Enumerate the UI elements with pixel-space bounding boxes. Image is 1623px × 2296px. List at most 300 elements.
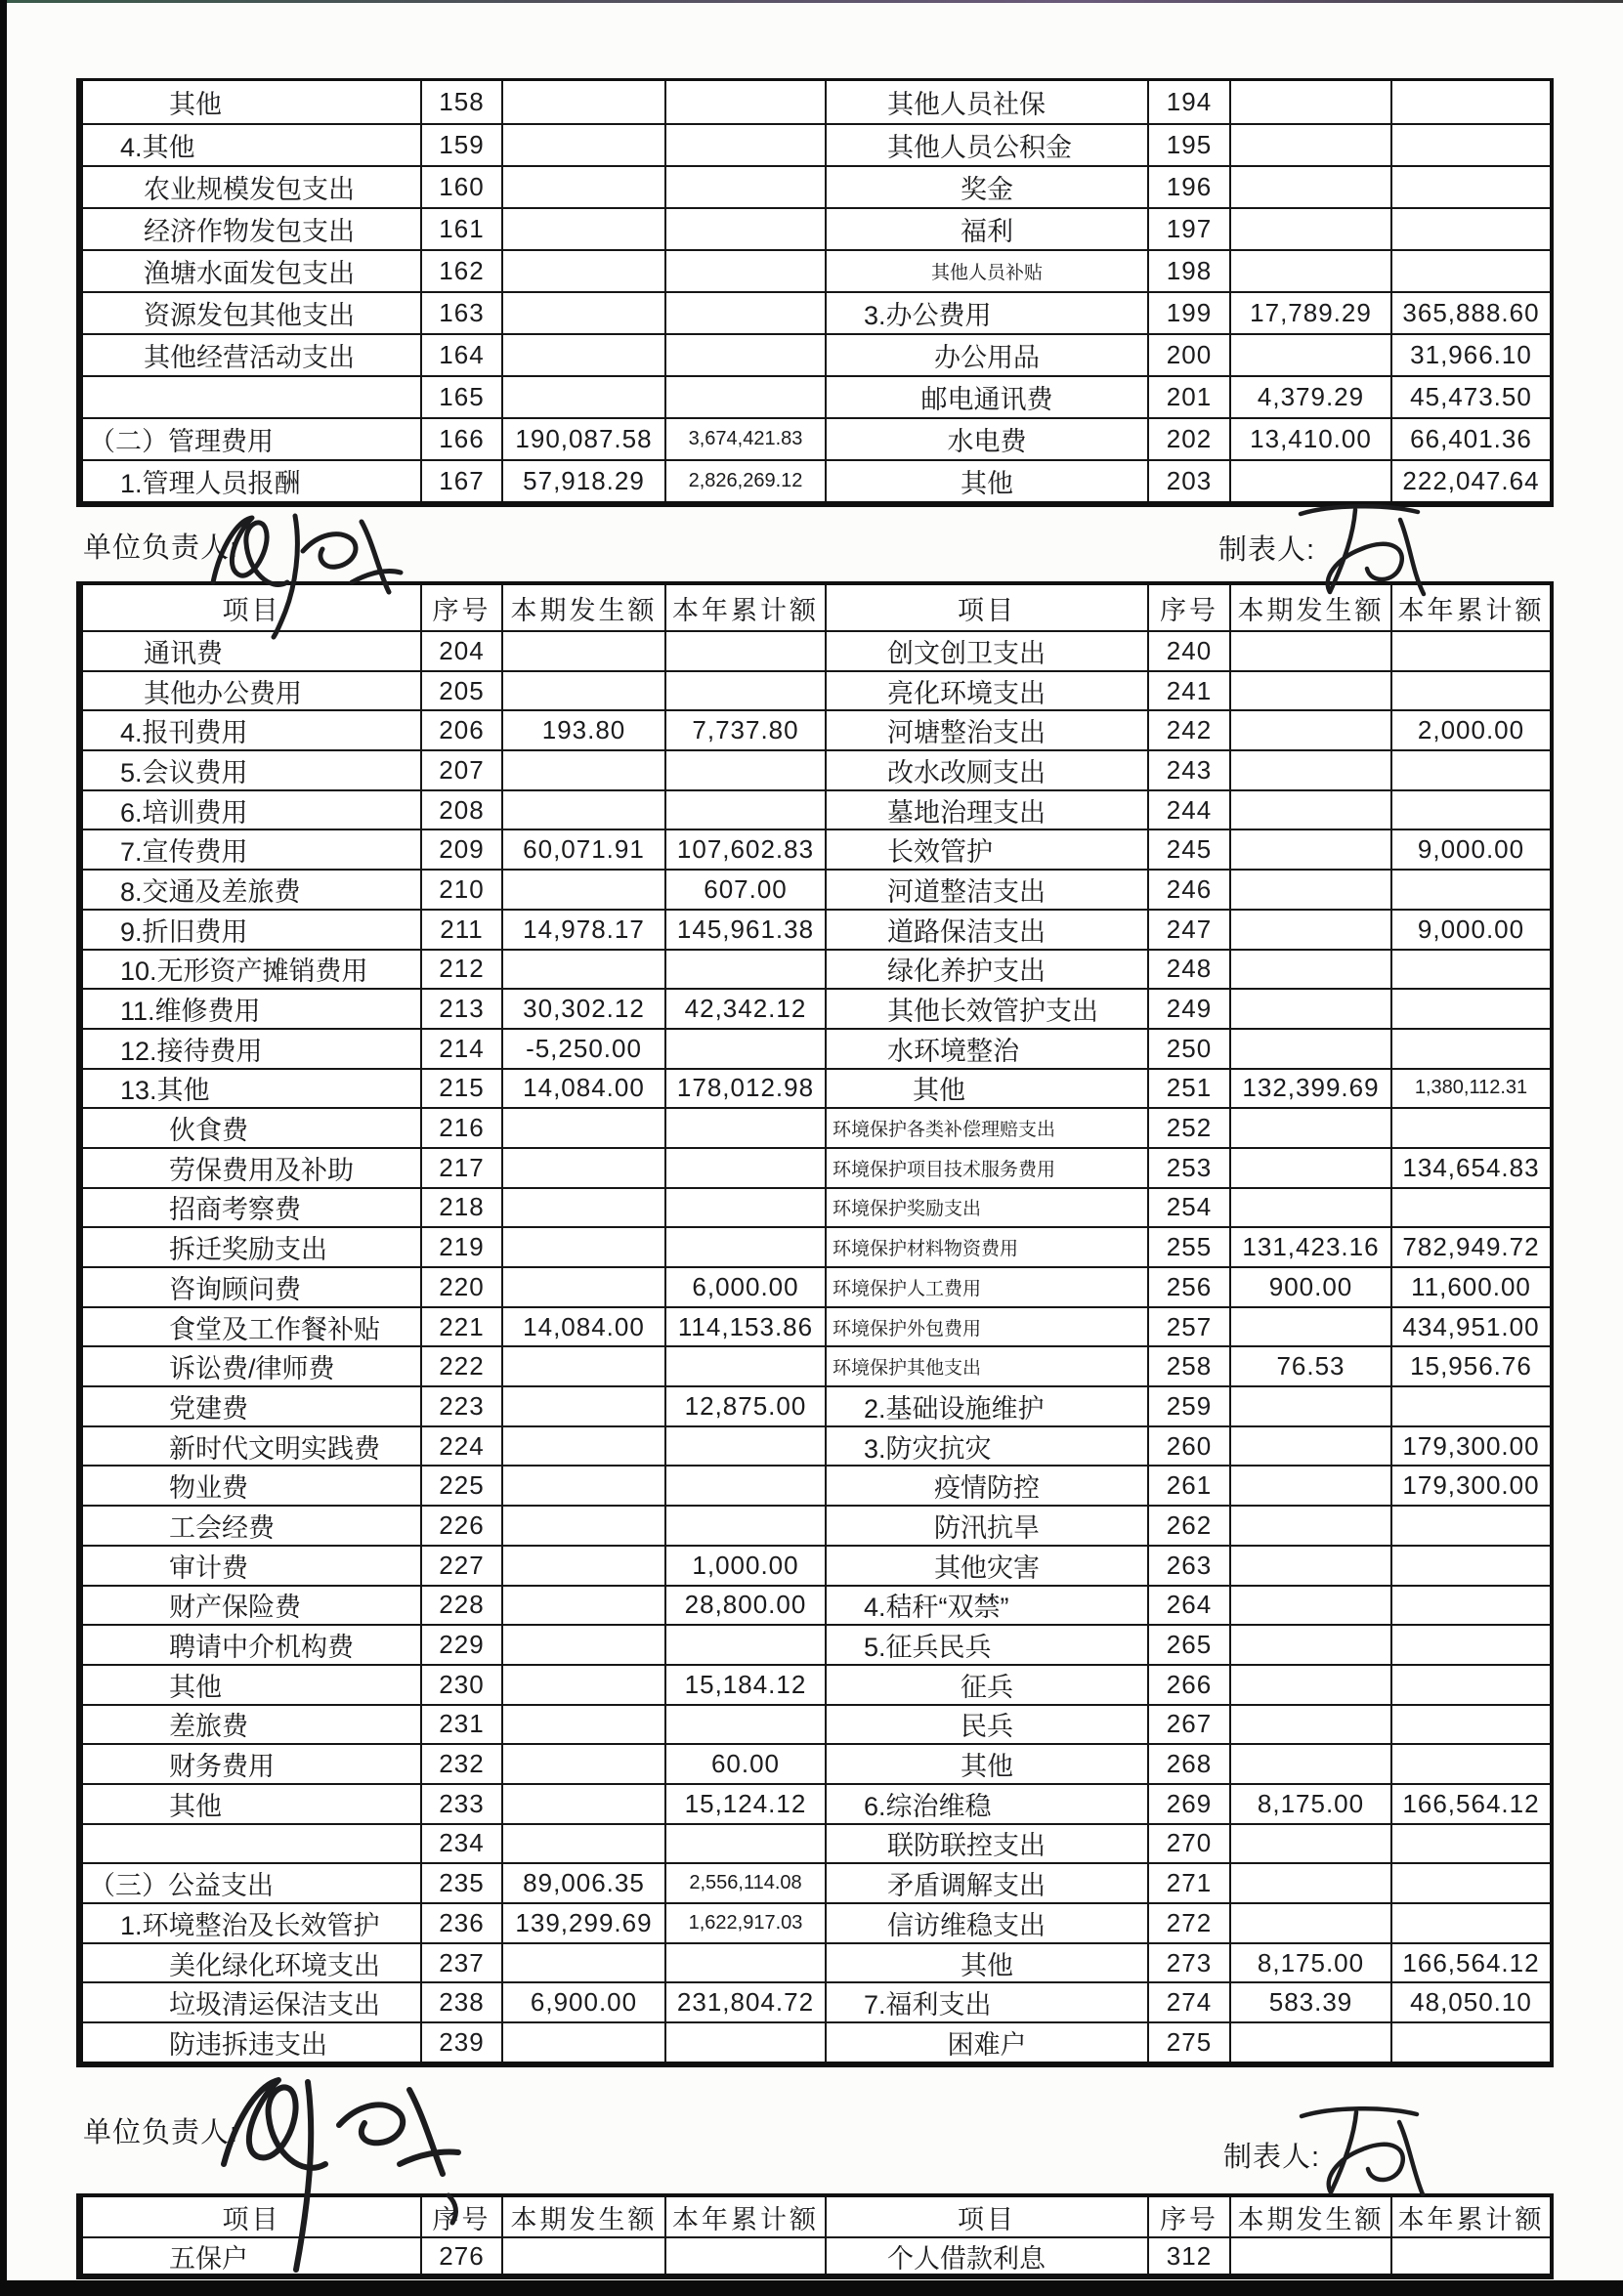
amount-cumulative-cell: 9,000.00 xyxy=(1390,829,1550,869)
amount-cumulative-cell xyxy=(664,333,825,375)
amount-current-cell xyxy=(1229,869,1390,909)
amount-cumulative-cell: 6,000.00 xyxy=(664,1266,825,1306)
amount-current-cell xyxy=(1229,1862,1390,1902)
amount-current-cell: 57,918.29 xyxy=(501,459,664,501)
amount-cumulative-cell xyxy=(1390,749,1550,789)
amount-current-cell xyxy=(1229,1028,1390,1068)
serial-cell: 246 xyxy=(1147,869,1229,909)
amount-cumulative-cell xyxy=(1390,1107,1550,1147)
item-cell: 环境保护材料物资费用 xyxy=(825,1226,1147,1266)
amount-cumulative-cell xyxy=(1390,670,1550,710)
serial-cell: 233 xyxy=(420,1783,501,1823)
header-serial: 序号 xyxy=(420,585,501,630)
header-serial: 序号 xyxy=(1147,2197,1229,2236)
amount-current-cell xyxy=(1229,1107,1390,1147)
amount-current-cell xyxy=(501,1545,664,1585)
item-cell: 美化绿化环境支出 xyxy=(83,1942,420,1982)
amount-cumulative-cell xyxy=(664,2021,825,2062)
amount-cumulative-cell: 12,875.00 xyxy=(664,1385,825,1425)
item-cell: 党建费 xyxy=(83,1385,420,1425)
serial-cell: 212 xyxy=(420,949,501,989)
amount-current-cell xyxy=(1229,829,1390,869)
amount-current-cell xyxy=(1229,333,1390,375)
item-cell: 经济作物发包支出 xyxy=(83,207,420,249)
serial-cell: 238 xyxy=(420,1981,501,2021)
item-cell: 5.会议费用 xyxy=(83,749,420,789)
table-row xyxy=(83,123,1550,165)
serial-cell: 227 xyxy=(420,1545,501,1585)
amount-cumulative-cell xyxy=(664,207,825,249)
serial-cell: 209 xyxy=(420,829,501,869)
amount-cumulative-cell xyxy=(1390,630,1550,670)
serial-cell: 207 xyxy=(420,749,501,789)
amount-current-cell xyxy=(1229,1624,1390,1664)
scan-edge-top xyxy=(0,0,1623,3)
amount-cumulative-cell xyxy=(1390,1704,1550,1744)
amount-current-cell xyxy=(501,1107,664,1147)
serial-cell: 312 xyxy=(1147,2236,1229,2274)
amount-current-cell xyxy=(1229,1743,1390,1783)
serial-cell: 204 xyxy=(420,630,501,670)
item-cell: 3.办公费用 xyxy=(825,291,1147,333)
table-row xyxy=(83,1585,1550,1625)
item-cell: 伙食费 xyxy=(83,1107,420,1147)
item-cell: 其他 xyxy=(83,1783,420,1823)
serial-cell: 263 xyxy=(1147,1545,1229,1585)
amount-current-cell xyxy=(1229,207,1390,249)
amount-cumulative-cell: 11,600.00 xyxy=(1390,1266,1550,1306)
item-cell xyxy=(83,1823,420,1863)
serial-cell: 210 xyxy=(420,869,501,909)
amount-current-cell xyxy=(501,1942,664,1982)
item-cell: 其他人员公积金 xyxy=(825,123,1147,165)
table-row xyxy=(83,1981,1550,2021)
amount-current-cell xyxy=(1229,1704,1390,1744)
amount-cumulative-cell xyxy=(664,1345,825,1385)
amount-cumulative-cell xyxy=(1390,1624,1550,1664)
amount-current-cell xyxy=(501,1147,664,1187)
item-cell: 垃圾清运保洁支出 xyxy=(83,1981,420,2021)
item-cell: 咨询顾问费 xyxy=(83,1266,420,1306)
amount-current-cell: 190,087.58 xyxy=(501,417,664,459)
amount-cumulative-cell: 1,000.00 xyxy=(664,1545,825,1585)
serial-cell: 261 xyxy=(1147,1465,1229,1505)
amount-current-cell xyxy=(501,333,664,375)
table-row xyxy=(83,1345,1550,1385)
item-cell: 招商考察费 xyxy=(83,1187,420,1227)
amount-cumulative-cell: 607.00 xyxy=(664,869,825,909)
amount-current-cell xyxy=(501,165,664,207)
item-cell: 奖金 xyxy=(825,165,1147,207)
item-cell: 9.折旧费用 xyxy=(83,909,420,949)
item-cell: 审计费 xyxy=(83,1545,420,1585)
serial-cell: 214 xyxy=(420,1028,501,1068)
serial-cell: 242 xyxy=(1147,709,1229,749)
item-cell: 改水改厕支出 xyxy=(825,749,1147,789)
amount-current-cell xyxy=(1229,2021,1390,2062)
serial-cell: 194 xyxy=(1147,81,1229,123)
amount-current-cell: 139,299.69 xyxy=(501,1902,664,1942)
serial-cell: 266 xyxy=(1147,1664,1229,1704)
amount-cumulative-cell xyxy=(664,1505,825,1545)
table-row xyxy=(83,249,1550,291)
amount-current-cell: 131,423.16 xyxy=(1229,1226,1390,1266)
serial-cell: 265 xyxy=(1147,1624,1229,1664)
serial-cell: 202 xyxy=(1147,417,1229,459)
amount-cumulative-cell xyxy=(664,1187,825,1227)
item-cell: 4.报刊费用 xyxy=(83,709,420,749)
amount-cumulative-cell xyxy=(664,1425,825,1466)
amount-current-cell xyxy=(1229,1465,1390,1505)
item-cell: 河道整洁支出 xyxy=(825,869,1147,909)
serial-cell: 224 xyxy=(420,1425,501,1466)
serial-cell: 197 xyxy=(1147,207,1229,249)
item-cell: 其他 xyxy=(825,1743,1147,1783)
item-cell: 河塘整治支出 xyxy=(825,709,1147,749)
amount-current-cell xyxy=(1229,1902,1390,1942)
header-serial: 序号 xyxy=(420,2197,501,2236)
serial-cell: 255 xyxy=(1147,1226,1229,1266)
item-cell: 五保户 xyxy=(83,2236,420,2274)
item-cell: 环境保护奖励支出 xyxy=(825,1187,1147,1227)
serial-cell: 260 xyxy=(1147,1425,1229,1466)
amount-cumulative-cell xyxy=(1390,123,1550,165)
amount-cumulative-cell: 166,564.12 xyxy=(1390,1783,1550,1823)
serial-cell: 248 xyxy=(1147,949,1229,989)
amount-cumulative-cell: 15,124.12 xyxy=(664,1783,825,1823)
amount-current-cell xyxy=(1229,1585,1390,1625)
table-row xyxy=(83,333,1550,375)
item-cell: 其他灾害 xyxy=(825,1545,1147,1585)
amount-cumulative-cell xyxy=(664,789,825,829)
item-cell: 12.接待费用 xyxy=(83,1028,420,1068)
amount-current-cell xyxy=(501,1385,664,1425)
table-maker-signature xyxy=(1285,487,1431,611)
amount-cumulative-cell: 66,401.36 xyxy=(1390,417,1550,459)
header-item: 项目 xyxy=(825,585,1147,630)
amount-current-cell: 89,006.35 xyxy=(501,1862,664,1902)
serial-cell: 229 xyxy=(420,1624,501,1664)
serial-cell: 200 xyxy=(1147,333,1229,375)
amount-current-cell xyxy=(1229,1187,1390,1227)
serial-cell: 222 xyxy=(420,1345,501,1385)
serial-cell: 160 xyxy=(420,165,501,207)
amount-current-cell: 14,978.17 xyxy=(501,909,664,949)
unit-leader-label: 单位负责人: xyxy=(83,2117,239,2148)
serial-cell: 243 xyxy=(1147,749,1229,789)
serial-cell: 258 xyxy=(1147,1345,1229,1385)
amount-cumulative-cell xyxy=(664,291,825,333)
item-cell: 2.基础设施维护 xyxy=(825,1385,1147,1425)
amount-current-cell xyxy=(501,1465,664,1505)
header-cumulative-amount: 本年累计额 xyxy=(1390,585,1550,630)
amount-current-cell xyxy=(501,2236,664,2274)
serial-cell: 272 xyxy=(1147,1902,1229,1942)
serial-cell: 231 xyxy=(420,1704,501,1744)
amount-current-cell xyxy=(1229,1385,1390,1425)
table-row xyxy=(83,1624,1550,1664)
serial-cell: 237 xyxy=(420,1942,501,1982)
amount-cumulative-cell xyxy=(664,749,825,789)
table-maker-signature xyxy=(1288,2089,1430,2211)
item-cell: 13.其他 xyxy=(83,1068,420,1108)
amount-current-cell xyxy=(501,1266,664,1306)
item-cell: 长效管护 xyxy=(825,829,1147,869)
table-row xyxy=(83,1226,1550,1266)
item-cell: 财产保险费 xyxy=(83,1585,420,1625)
serial-cell: 274 xyxy=(1147,1981,1229,2021)
table-row xyxy=(83,207,1550,249)
amount-current-cell xyxy=(1229,1425,1390,1466)
serial-cell: 158 xyxy=(420,81,501,123)
item-cell: 其他办公费用 xyxy=(83,670,420,710)
serial-cell: 198 xyxy=(1147,249,1229,291)
item-cell: 邮电通讯费 xyxy=(825,375,1147,417)
amount-current-cell xyxy=(501,1823,664,1863)
amount-cumulative-cell: 179,300.00 xyxy=(1390,1425,1550,1466)
scan-edge-left xyxy=(0,0,7,2296)
item-cell: 个人借款利息 xyxy=(825,2236,1147,2274)
item-cell: 水环境整治 xyxy=(825,1028,1147,1068)
serial-cell: 213 xyxy=(420,988,501,1028)
amount-current-cell xyxy=(501,291,664,333)
table-row xyxy=(83,375,1550,417)
serial-cell: 215 xyxy=(420,1068,501,1108)
serial-cell: 223 xyxy=(420,1385,501,1425)
table-row xyxy=(83,1505,1550,1545)
amount-current-cell xyxy=(501,123,664,165)
table-row xyxy=(83,709,1550,749)
serial-cell: 247 xyxy=(1147,909,1229,949)
amount-cumulative-cell xyxy=(664,1028,825,1068)
serial-cell: 163 xyxy=(420,291,501,333)
serial-cell: 201 xyxy=(1147,375,1229,417)
amount-current-cell xyxy=(501,789,664,829)
amount-current-cell xyxy=(1229,949,1390,989)
amount-cumulative-cell xyxy=(1390,789,1550,829)
serial-cell: 235 xyxy=(420,1862,501,1902)
item-cell: 创文创卫支出 xyxy=(825,630,1147,670)
table-row xyxy=(83,1862,1550,1902)
amount-cumulative-cell: 114,153.86 xyxy=(664,1306,825,1346)
amount-current-cell: 6,900.00 xyxy=(501,1981,664,2021)
amount-cumulative-cell: 145,961.38 xyxy=(664,909,825,949)
amount-current-cell xyxy=(1229,630,1390,670)
serial-cell: 205 xyxy=(420,670,501,710)
item-cell: 防汛抗旱 xyxy=(825,1505,1147,1545)
table-row xyxy=(83,988,1550,1028)
item-cell: 8.交通及差旅费 xyxy=(83,869,420,909)
amount-cumulative-cell: 42,342.12 xyxy=(664,988,825,1028)
amount-current-cell: 900.00 xyxy=(1229,1266,1390,1306)
table-row xyxy=(83,949,1550,989)
amount-cumulative-cell xyxy=(1390,988,1550,1028)
amount-current-cell xyxy=(501,1345,664,1385)
amount-current-cell xyxy=(501,749,664,789)
amount-cumulative-cell xyxy=(1390,1902,1550,1942)
amount-cumulative-cell xyxy=(1390,165,1550,207)
amount-cumulative-cell xyxy=(664,2236,825,2274)
amount-current-cell xyxy=(501,81,664,123)
serial-cell: 239 xyxy=(420,2021,501,2062)
item-cell: 物业费 xyxy=(83,1465,420,1505)
amount-current-cell xyxy=(1229,749,1390,789)
serial-cell: 221 xyxy=(420,1306,501,1346)
item-cell: 7.福利支出 xyxy=(825,1981,1147,2021)
amount-cumulative-cell xyxy=(1390,1187,1550,1227)
scan-edge-bottom xyxy=(0,2280,1623,2296)
amount-cumulative-cell xyxy=(664,949,825,989)
amount-current-cell: 583.39 xyxy=(1229,1981,1390,2021)
amount-current-cell: 14,084.00 xyxy=(501,1306,664,1346)
amount-cumulative-cell: 2,000.00 xyxy=(1390,709,1550,749)
amount-current-cell: 30,302.12 xyxy=(501,988,664,1028)
amount-current-cell: 8,175.00 xyxy=(1229,1783,1390,1823)
item-cell: 亮化环境支出 xyxy=(825,670,1147,710)
amount-cumulative-cell xyxy=(1390,1743,1550,1783)
serial-cell: 236 xyxy=(420,1902,501,1942)
amount-cumulative-cell: 1,622,917.03 xyxy=(664,1902,825,1942)
amount-current-cell xyxy=(1229,2236,1390,2274)
item-cell: 1.环境整治及长效管护 xyxy=(83,1902,420,1942)
table-row xyxy=(83,1068,1550,1108)
header-item: 项目 xyxy=(222,595,281,625)
amount-current-cell xyxy=(1229,81,1390,123)
serial-cell: 251 xyxy=(1147,1068,1229,1108)
amount-current-cell xyxy=(501,1425,664,1466)
table-row xyxy=(83,1823,1550,1863)
amount-current-cell xyxy=(501,630,664,670)
amount-cumulative-cell: 178,012.98 xyxy=(664,1068,825,1108)
amount-current-cell xyxy=(1229,909,1390,949)
serial-cell: 219 xyxy=(420,1226,501,1266)
header-cumulative-amount: 本年累计额 xyxy=(1390,2197,1550,2236)
amount-current-cell xyxy=(501,1505,664,1545)
amount-cumulative-cell xyxy=(664,375,825,417)
table-row xyxy=(83,749,1550,789)
amount-current-cell: 60,071.91 xyxy=(501,829,664,869)
item-cell: 福利 xyxy=(825,207,1147,249)
amount-cumulative-cell xyxy=(664,1823,825,1863)
item-cell: 环境保护外包费用 xyxy=(825,1306,1147,1346)
table-row xyxy=(83,1465,1550,1505)
serial-cell: 211 xyxy=(420,909,501,949)
amount-current-cell: 8,175.00 xyxy=(1229,1942,1390,1982)
amount-current-cell xyxy=(501,249,664,291)
item-cell: 环境保护其他支出 xyxy=(825,1345,1147,1385)
serial-cell: 167 xyxy=(420,459,501,501)
item-cell: 6.综治维稳 xyxy=(825,1783,1147,1823)
item-cell: 劳保费用及补助 xyxy=(83,1147,420,1187)
item-cell: 民兵 xyxy=(825,1704,1147,1744)
serial-cell: 273 xyxy=(1147,1942,1229,1982)
item-cell: 农业规模发包支出 xyxy=(83,165,420,207)
item-cell: 10.无形资产摊销费用 xyxy=(83,949,420,989)
item-cell: 6.培训费用 xyxy=(83,789,420,829)
amount-cumulative-cell xyxy=(664,1147,825,1187)
amount-current-cell xyxy=(1229,709,1390,749)
item-cell: 11.维修费用 xyxy=(83,988,420,1028)
amount-cumulative-cell: 434,951.00 xyxy=(1390,1306,1550,1346)
item-cell: 渔塘水面发包支出 xyxy=(83,249,420,291)
item-cell: （二）管理费用 xyxy=(83,417,420,459)
amount-cumulative-cell xyxy=(1390,1505,1550,1545)
serial-cell: 234 xyxy=(420,1823,501,1863)
amount-cumulative-cell xyxy=(664,1465,825,1505)
expense-table-main xyxy=(76,581,1554,2067)
table-row xyxy=(83,1743,1550,1783)
amount-current-cell xyxy=(501,207,664,249)
amount-current-cell xyxy=(501,949,664,989)
amount-cumulative-cell: 48,050.10 xyxy=(1390,1981,1550,2021)
amount-cumulative-cell: 15,956.76 xyxy=(1390,1345,1550,1385)
item-cell: 其他 xyxy=(83,1664,420,1704)
table-row xyxy=(83,165,1550,207)
amount-current-cell: -5,250.00 xyxy=(501,1028,664,1068)
amount-current-cell: 14,084.00 xyxy=(501,1068,664,1108)
amount-current-cell xyxy=(1229,1823,1390,1863)
item-cell: 其他 xyxy=(169,90,222,119)
serial-cell: 208 xyxy=(420,789,501,829)
amount-current-cell xyxy=(501,1585,664,1625)
table-maker-label: 制表人: xyxy=(1223,2142,1321,2173)
table-row xyxy=(83,1664,1550,1704)
item-cell: 绿化养护支出 xyxy=(825,949,1147,989)
table-row xyxy=(83,1028,1550,1068)
serial-cell: 270 xyxy=(1147,1823,1229,1863)
serial-cell: 253 xyxy=(1147,1147,1229,1187)
item-cell: 财务费用 xyxy=(83,1743,420,1783)
amount-current-cell xyxy=(501,1226,664,1266)
item-cell: 其他 xyxy=(825,1068,1147,1108)
amount-current-cell xyxy=(1229,789,1390,829)
table-row xyxy=(83,789,1550,829)
serial-cell: 240 xyxy=(1147,630,1229,670)
item-cell: 工会经费 xyxy=(83,1505,420,1545)
table-row xyxy=(83,869,1550,909)
amount-current-cell xyxy=(501,1743,664,1783)
amount-current-cell xyxy=(1229,1664,1390,1704)
amount-cumulative-cell: 31,966.10 xyxy=(1390,333,1550,375)
item-cell: 食堂及工作餐补贴 xyxy=(83,1306,420,1346)
serial-cell: 162 xyxy=(420,249,501,291)
serial-cell: 245 xyxy=(1147,829,1229,869)
item-cell: 其他长效管护支出 xyxy=(825,988,1147,1028)
serial-cell: 232 xyxy=(420,1743,501,1783)
item-cell: （三）公益支出 xyxy=(83,1862,420,1902)
serial-cell: 226 xyxy=(420,1505,501,1545)
serial-cell: 244 xyxy=(1147,789,1229,829)
amount-current-cell: 17,789.29 xyxy=(1229,291,1390,333)
item-cell: 其他 xyxy=(825,1942,1147,1982)
item-cell: 防违拆违支出 xyxy=(83,2021,420,2062)
item-cell: 诉讼费/律师费 xyxy=(83,1345,420,1385)
amount-cumulative-cell xyxy=(664,630,825,670)
header-cumulative-amount: 本年累计额 xyxy=(664,2197,825,2236)
table-row xyxy=(83,1187,1550,1227)
unit-leader-signature xyxy=(191,2047,469,2278)
amount-cumulative-cell xyxy=(664,670,825,710)
header-current-amount: 本期发生额 xyxy=(1229,2197,1390,2236)
amount-current-cell xyxy=(501,1624,664,1664)
amount-cumulative-cell xyxy=(1390,1664,1550,1704)
serial-cell: 268 xyxy=(1147,1743,1229,1783)
serial-cell: 196 xyxy=(1147,165,1229,207)
amount-current-cell xyxy=(1229,1147,1390,1187)
table-row xyxy=(83,1385,1550,1425)
amount-cumulative-cell xyxy=(664,165,825,207)
amount-cumulative-cell xyxy=(1390,1585,1550,1625)
